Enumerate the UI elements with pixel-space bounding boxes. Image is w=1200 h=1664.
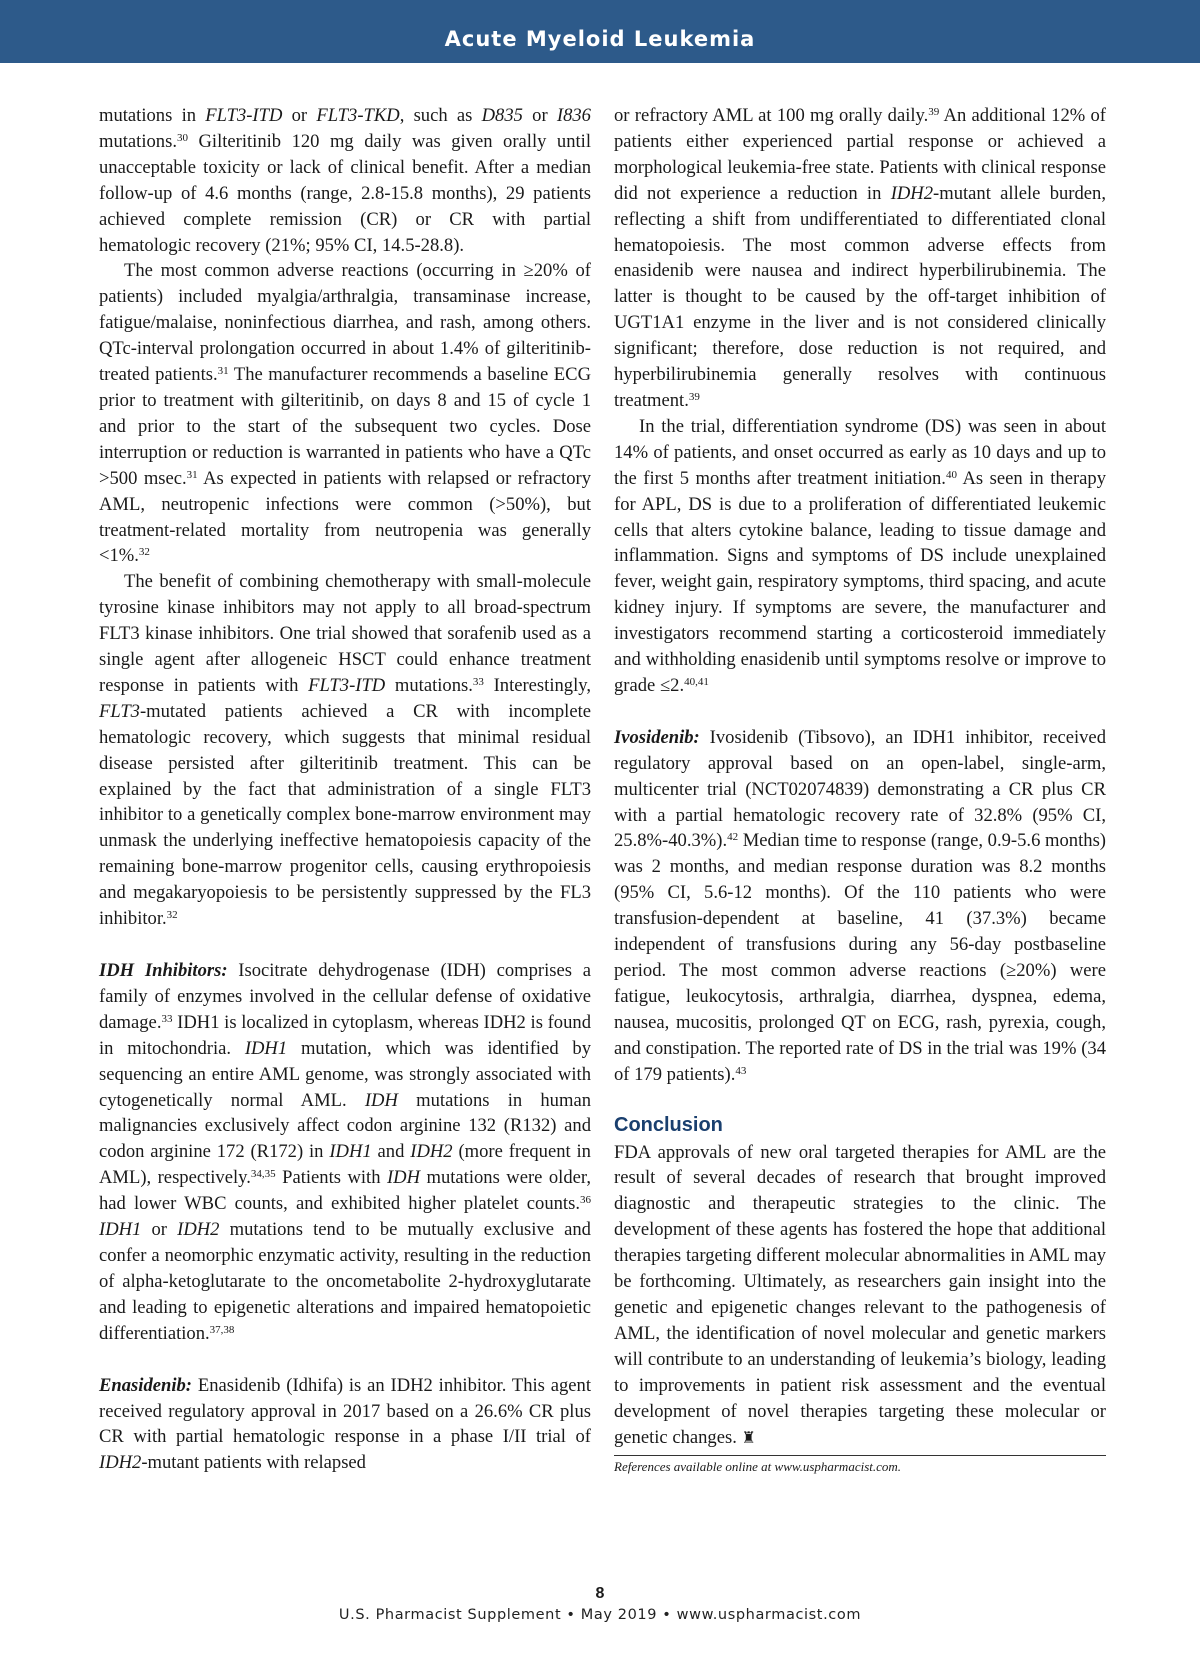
run-in-heading: IDH Inhibitors:: [99, 960, 228, 981]
paragraph-flt3-results: mutations in FLT3-ITD or FLT3-TKD, such as D835 or I836 mutations.$^{30}$ Gilteritinib 120 mg daily was given orally until unacceptable toxicity or lack of clinical benefit. After a median follow-up of 4.6 months (range, 2.8-15.8 months), 29 patients achieved complete remission (CR) or CR with partial hematologic recovery (21%; 95% CI, 14.5-28.8).: [99, 105, 591, 256]
footer-text: U.S. Pharmacist Supplement • May 2019 • www.uspharmacist.com: [338, 1607, 862, 1623]
citation: 34,35: [250, 1168, 276, 1181]
citation: 31: [217, 365, 229, 378]
citation: 40,41: [684, 675, 709, 688]
paragraph-idh-inhibitors: IDH Inhibitors: Isocitrate dehydrogenase (IDH) comprises a family of enzymes involved in the cellular defense of oxidative damage.$^{33}$ IDH1 is localized in cytoplasm, whereas IDH2 is found in mitochondria. IDH1 mutation, which was identified by sequencing an entire AML genome, was strongly associated with cytogenetically normal AML. IDH mutations in human malignancies exclusively affect codon arginine 132 (R132) and codon arginine 172 (R172) in IDH1 and IDH2 (more frequent in AML), respectively.$^{34,35}$ Patients with IDH mutations were older, had lower WBC counts, and exhibited higher platelet counts.$^{36}$ IDH1 or IDH2 mutations tend to be mutually exclusive and confer a neomorphic enzymatic activity, resulting in the reduction of alpha-ketoglutarate to the oncometabolite 2-hydroxyglutarate and leading to epigenetic alterations and impaired hematopoietic differentiation.$^{37,38}$: [99, 960, 591, 1344]
citation: 40: [945, 468, 957, 481]
citation: 33: [472, 675, 484, 688]
citation: 31: [186, 468, 198, 481]
references-note: References available online at www.uspharmacist.com.: [614, 1459, 902, 1475]
paragraph-chemotherapy-benefit: The benefit of combining chemotherapy with small-molecule tyrosine kinase inhibitors may not apply to all broad-spectrum FLT3 kinase inhibitors. One trial showed that sorafenib used as a single agent after allogeneic HSCT could enhance treatment response in patients with FLT3-ITD mutations.$^{33}$ Interestingly, FLT3-mutated patients achieved a CR with incomplete hematologic recovery, which suggests that minimal residual disease persisted after gilteritinib treatment. This can be explained by the fact that administration of a single FLT3 inhibitor to a genetically complex bone-marrow environment may unmask the underlying ineffective hematopoiesis capacity of the remaining bone-marrow progenitor cells, causing erythropoiesis and megakaryopoiesis to be persistently suppressed by the FL3 inhibitor.$^{32}$: [99, 571, 591, 930]
run-in-heading: Enasidenib:: [99, 1374, 192, 1396]
citation: 30: [177, 131, 188, 144]
run-in-heading: Ivosidenib:: [614, 726, 700, 748]
citation: 43: [735, 1064, 747, 1077]
citation: 36: [580, 1194, 591, 1207]
paragraph-enasidenib: Enasidenib: Enasidenib (Idhifa) is an IDH2 inhibitor. This agent received regulatory approval in 2017 based on a 26.6% CR plus CR with partial hematologic response in a phase I/II trial of IDH2-mutant patients with relapsed: [99, 1374, 591, 1474]
citation: 37,38: [209, 1323, 235, 1336]
left-column: [99, 103, 591, 1476]
section-heading-conclusion: Conclusion: [614, 1113, 723, 1136]
paragraph-adverse-reactions: The most common adverse reactions (occurring in ≥20% of patients) included myalgia/arthralgia, transaminase increase, fatigue/malaise, noninfectious diarrhea, and rash, among others. QTc-interval prolongation occurred in about 1.4% of gilteritinib-treated patients.$^{31}$ The manufacturer recommends a baseline ECG prior to treatment with gilteritinib, on days 8 and 15 of cycle 1 and prior to the start of the subsequent two cycles. Dose interruption or reduction is warranted in patients who have a QTc >500 msec.$^{31}$ As expected in patients with relapsed or refractory AML, neutropenic infections were common (>50%), but treatment-related mortality from neutropenia was generally <1%.$^{32}$: [99, 260, 591, 567]
paragraph-differentiation-syndrome: In the trial, differentiation syndrome (DS) was seen in about 14% of patients, and onset occurred as early as 10 days and up to the first 5 months after treatment initiation.$^{40}$ As seen in therapy for APL, DS is due to a proliferation of differentiated leukemic cells that alters cytokine balance, leading to tissue damage and inflammation. Signs and symptoms of DS include unexplained fever, weight gain, respiratory symptoms, third spacing, and acute kidney injury. If symptoms are severe, the manufacturer and investigators recommend starting a corticosteroid immediately and withholding enasidenib until symptoms resolve or improve to grade ≤2.$^{40,41}$: [614, 415, 1106, 696]
right-column: [614, 103, 1106, 1476]
page-number: 8: [595, 1585, 605, 1602]
citation: 32: [166, 909, 178, 922]
citation: 33: [161, 1012, 173, 1025]
paragraph-enasidenib-continued: or refractory AML at 100 mg orally daily.$^{39}$ An additional 12% of patients either experienced partial response or achieved a morphological leukemia-free state. Patients with clinical response did not experience a reduction in IDH2-mutant allele burden, reflecting a shift from undifferentiated to differentiated clonal hematopoiesis. The most common adverse effects from enasidenib were nausea and indirect hyperbilirubinemia. The latter is thought to be caused by the off-target inhibition of UGT1A1 enzyme in the liver and is not considered clinically significant; therefore, dose reduction is not required, and hyperbilirubinemia generally resolves with continuous treatment.$^{39}$: [614, 105, 1106, 411]
paragraph-conclusion: FDA approvals of new oral targeted therapies for AML are the result of several decades of research that brought improved diagnostic and therapeutic strategies to the clinic. The development of these agents has fostered the hope that additional therapies targeting different molecular abnormalities in AML may be forthcoming. Ultimately, as researchers gain insight into the genetic and epigenetic changes relevant to the pathogenesis of AML, the identification of novel molecular and genetic markers will contribute to an understanding of leukemia’s biology, leading to improvements in patient risk assessment and the eventual development of novel therapies targeting these molecular or genetic changes. ♜: [614, 1141, 1106, 1448]
citation: 39: [928, 106, 940, 118]
citation: 39: [688, 390, 700, 403]
citation: 32: [138, 546, 150, 559]
page-title: Acute Myeloid Leukemia: [444, 27, 756, 51]
end-mark-icon: ♜: [741, 1429, 756, 1447]
citation: 42: [727, 831, 739, 844]
divider: [614, 1455, 1106, 1456]
paragraph-ivosidenib: Ivosidenib: Ivosidenib (Tibsovo), an IDH1 inhibitor, received regulatory approval based on an open-label, single-arm, multicenter trial (NCT02074839) demonstrating a CR plus CR with a partial hematologic recovery rate of 32.8% (95% CI, 25.8%-40.3%).$^{42}$ Median time to response (range, 0.9-5.6 months) was 2 months, and median response duration was 8.2 months (95% CI, 5.6-12 months). Of the 110 patients who were transfusion-dependent at baseline, 41 (37.3%) became independent of transfusions during any 56-day postbaseline period. The most common adverse reactions (≥20%) were fatigue, leukocytosis, arthralgia, diarrhea, dyspnea, edema, nausea, mucositis, prolonged QT on ECG, rash, pyrexia, cough, and constipation. The reported rate of DS in the trial was 19% (34 of 179 patients).$^{43}$: [614, 726, 1106, 1085]
